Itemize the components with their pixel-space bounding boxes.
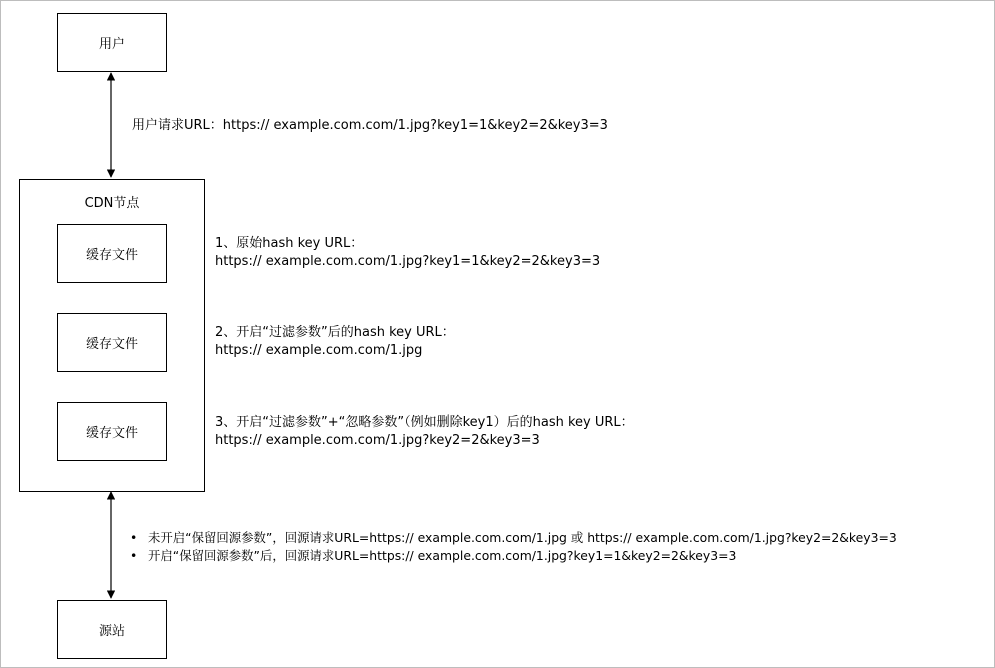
origin-note-with-keep: • 开启“保留回源参数”后，回源请求URL=https:// example.com.com/1.jpg?key1=1&key2=2&key3=3: [128, 547, 897, 565]
cache-file-3-label: 缓存文件: [85, 426, 138, 441]
user-label: 用户: [98, 37, 125, 52]
request-url-label: 用户请求URL：https:// example.com.com/1.jpg?key1=1&key2=2&key3=3: [132, 118, 608, 133]
user-node: [57, 13, 167, 72]
hash-key-note-2: [215, 324, 455, 360]
origin-node: [57, 600, 167, 659]
hash-key-note-3-title: 3、开启“过滤参数”+“忽略参数”（例如删除key1）后的hash key URL：: [215, 415, 634, 430]
cache-file-2-label: 缓存文件: [85, 337, 138, 352]
hash-key-note-1-title: 1、原始hash key URL：: [215, 236, 364, 251]
cache-file-3: [57, 402, 167, 461]
hash-key-note-2-title: 2、开启“过滤参数”后的hash key URL：: [215, 325, 455, 340]
cache-file-1: [57, 224, 167, 283]
cdn-title: CDN节点: [84, 196, 140, 211]
cache-file-1-label: 缓存文件: [85, 248, 138, 263]
origin-request-notes: [128, 529, 897, 565]
cache-file-2: [57, 313, 167, 372]
hash-key-note-3: [215, 414, 634, 450]
hash-key-note-1-url: https:// example.com.com/1.jpg?key1=1&key2=2&key3=3: [215, 254, 601, 269]
origin-note-without-keep: • 未开启“保留回源参数”，回源请求URL=https:// example.com.com/1.jpg 或 https:// example.com.com/1.jpg?key2=2&key3=3: [128, 529, 897, 547]
hash-key-note-3-url: https:// example.com.com/1.jpg?key2=2&key3=3: [215, 433, 540, 448]
hash-key-note-2-url: https:// example.com.com/1.jpg: [215, 343, 423, 358]
hash-key-note-1: [215, 235, 600, 271]
origin-label: 源站: [98, 624, 125, 639]
